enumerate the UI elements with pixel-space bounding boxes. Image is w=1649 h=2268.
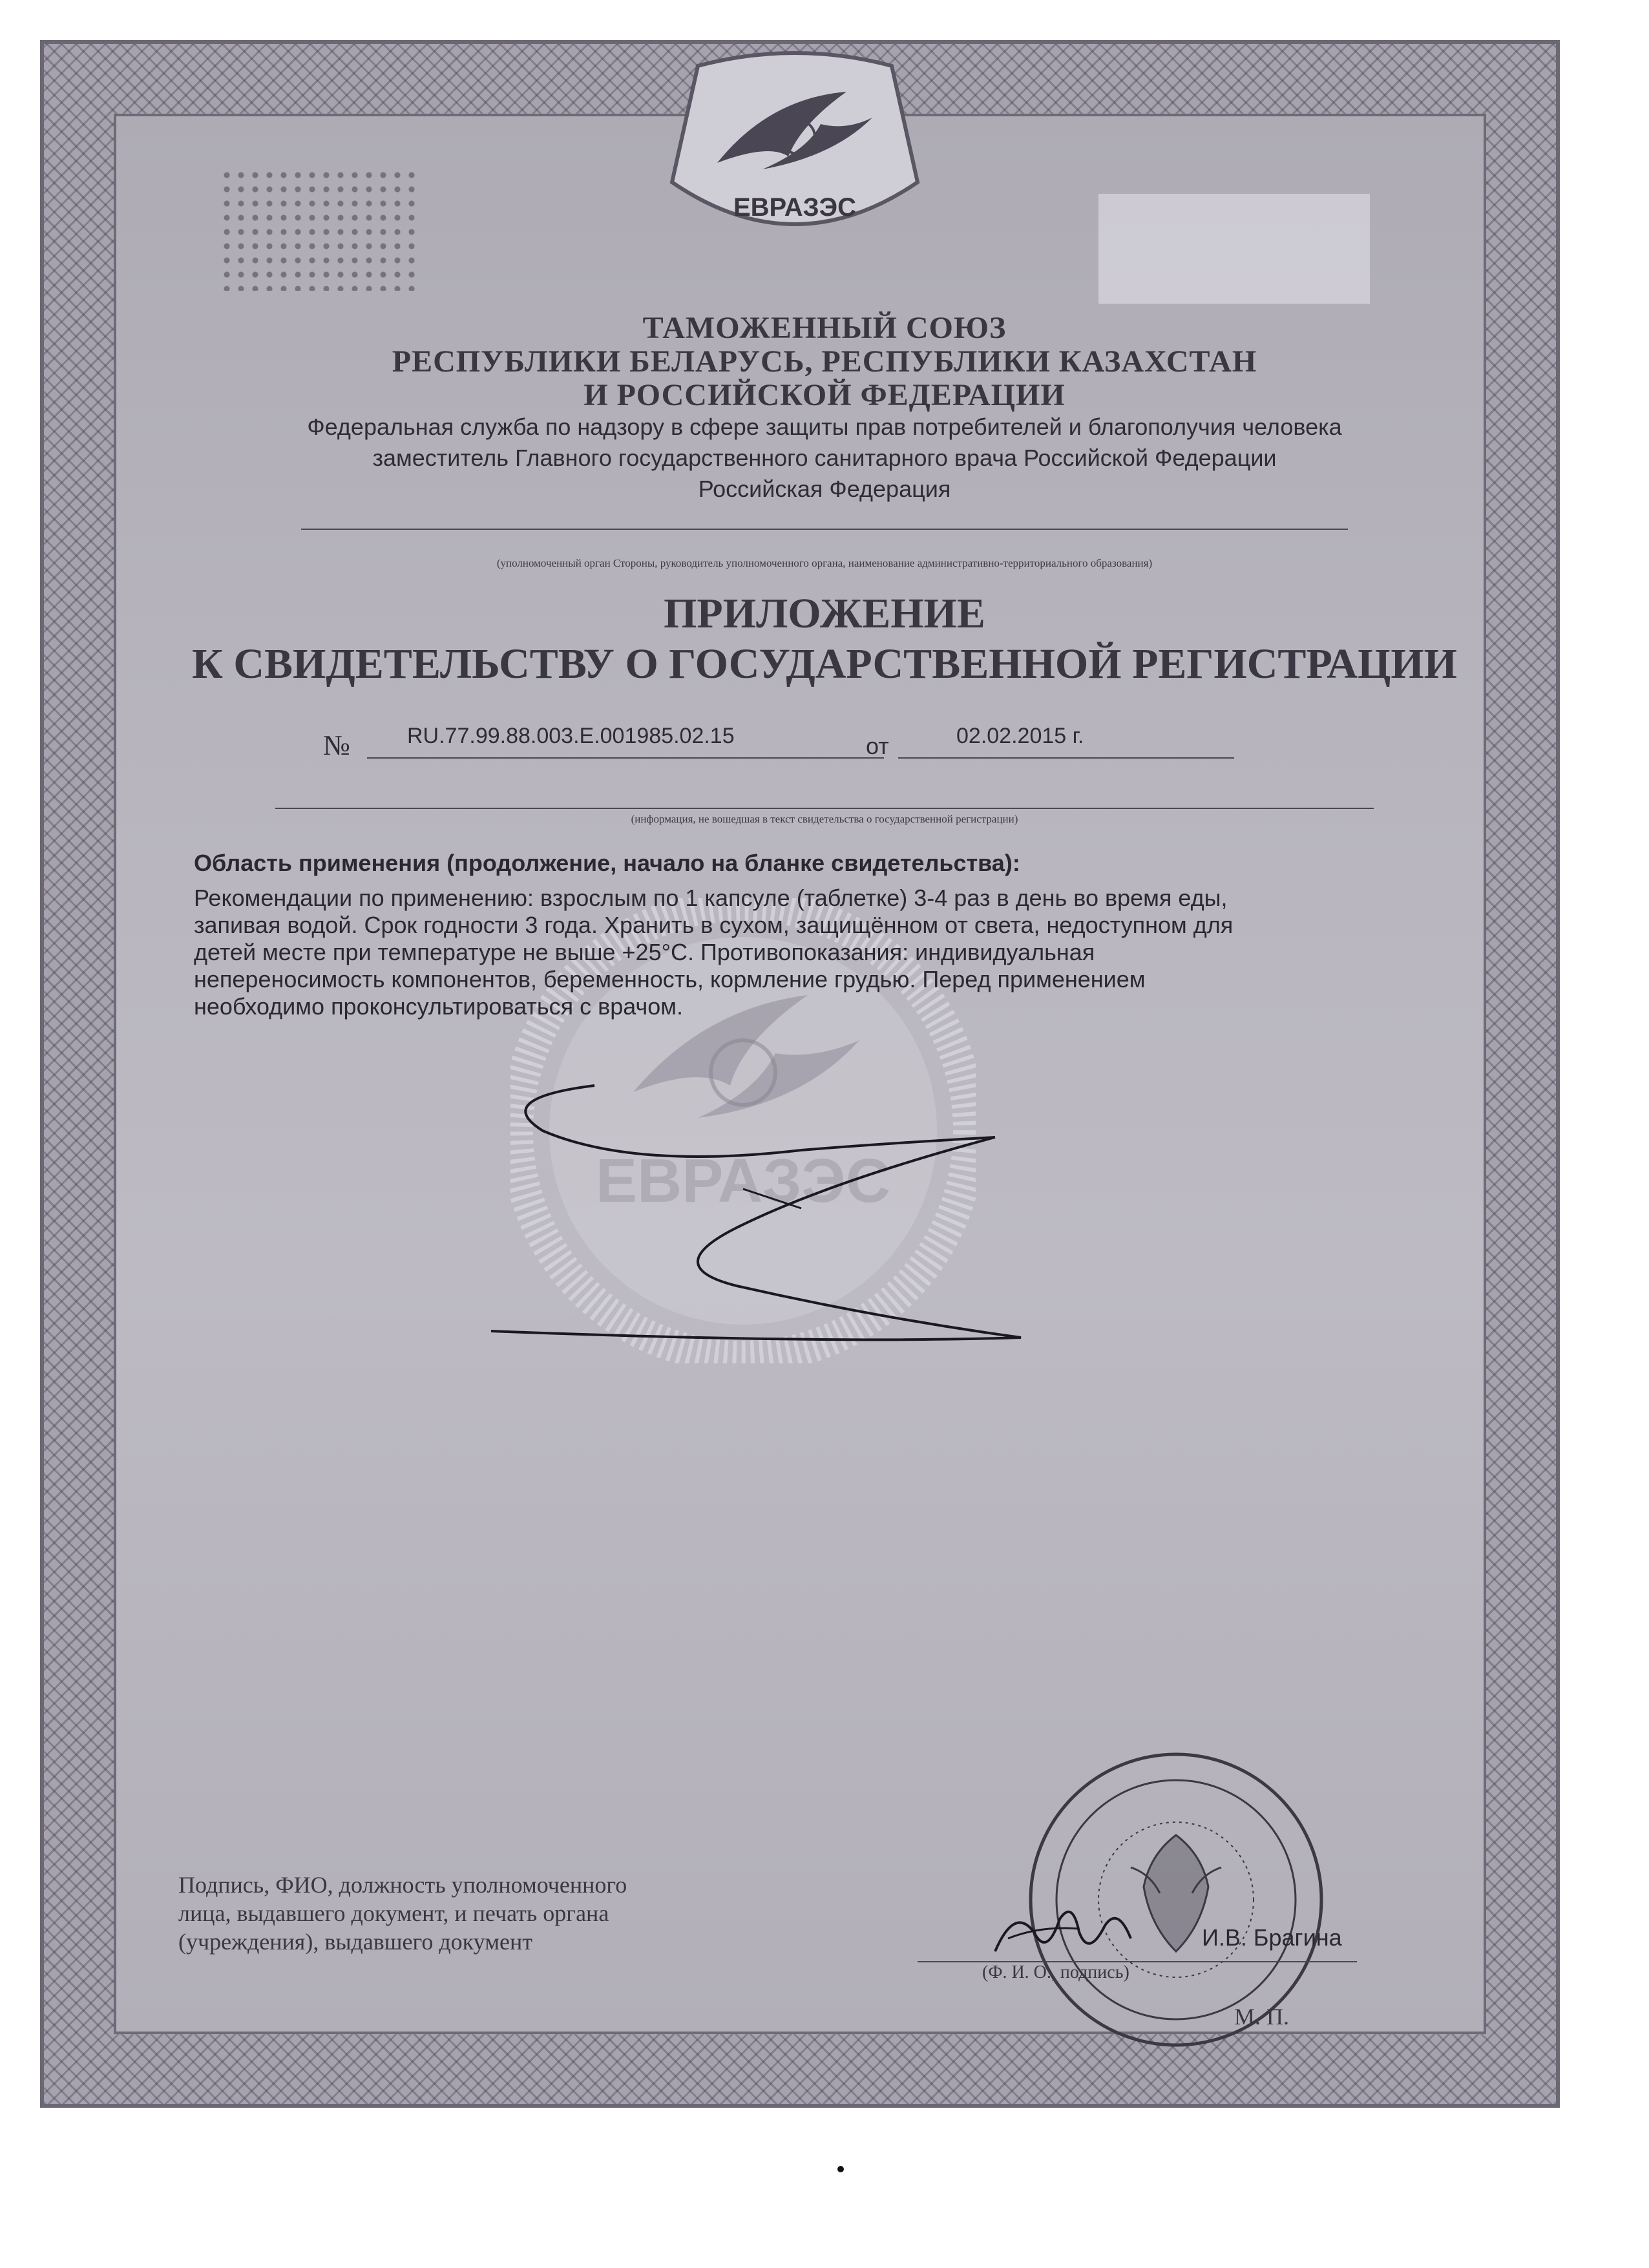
title-line-2: К СВИДЕТЕЛЬСТВУ О ГОСУДАРСТВЕННОЙ РЕГИСТРАЦИИ [192, 640, 1457, 688]
emblem-label: ЕВРАЗЭС [733, 193, 857, 222]
union-line-1: ТАМОЖЕННЫЙ СОЮЗ [642, 311, 1007, 345]
title-line-1: ПРИЛОЖЕНИЕ [664, 590, 985, 637]
registration-number: RU.77.99.88.003.Е.001985.02.15 [407, 724, 735, 748]
from-label: от [866, 733, 889, 759]
signature-instruction [178, 1871, 850, 1956]
body-line-2: запивая водой. Срок годности 3 года. Хранить в сухом, защищённом от света, недоступном для [194, 912, 1234, 938]
body-line-3: детей месте при температуре не выше +25°С. Противопоказания: индивидуальная [194, 939, 1095, 965]
agency-line-1: Федеральная служба по надзору в сфере защиты прав потребителей и благополучия человека [307, 414, 1342, 440]
scan-dot [837, 2166, 844, 2172]
registration-date: 02.02.2015 г. [956, 724, 1084, 748]
closing-signature-stroke [465, 1060, 1047, 1344]
agency-line-3: Российская Федерация [698, 476, 951, 502]
body-line-5: необходимо проконсультироваться с врачом. [194, 993, 684, 1020]
agency-line-2: заместитель Главного государственного санитарного врача Российской Федерации [372, 445, 1277, 471]
body-line-4: непереносимость компонентов, беременность, кормление грудью. Перед применением [194, 966, 1146, 992]
evrazes-emblem [653, 47, 937, 253]
application-heading: Область применения (продолжение, начало на бланке свидетельства): [194, 850, 1020, 876]
signer-signature [982, 1893, 1144, 1971]
signature-note-line-3: (учреждения), выдавшего документ [178, 1929, 532, 1955]
application-area [194, 850, 1389, 1020]
info-note: (информация, не вошедшая в текст свидетельства о государственной регистрации) [631, 813, 1018, 825]
union-line-3: И РОССИЙСКОЙ ФЕДЕРАЦИИ [583, 378, 1066, 412]
security-pattern-right [1098, 194, 1370, 304]
number-sign: № [323, 730, 350, 761]
security-pattern-left [220, 168, 420, 291]
signature-note-line-1: Подпись, ФИО, должность уполномоченного [178, 1872, 627, 1898]
signature-note-line-2: лица, выдавшего документ, и печать органа [178, 1900, 609, 1926]
signer-name: И.В. Брагина [1202, 1924, 1342, 1951]
registration-line [323, 724, 1241, 762]
authority-note: (уполномоченный орган Стороны, руководитель уполномоченного органа, наименование административно-территориального образования) [496, 557, 1153, 569]
union-line-2: РЕСПУБЛИКИ БЕЛАРУСЬ, РЕСПУБЛИКИ КАЗАХСТАН [392, 344, 1257, 379]
watermark-label: ЕВРАЗЭС [595, 1146, 891, 1215]
mp-label: М. П. [1234, 2004, 1290, 2030]
body-line-1: Рекомендации по применению: взрослым по 1 капсуле (таблетке) 3-4 раз в день во время еды, [194, 885, 1228, 911]
fio-label: (Ф. И. О., подпись) [982, 1962, 1129, 1982]
